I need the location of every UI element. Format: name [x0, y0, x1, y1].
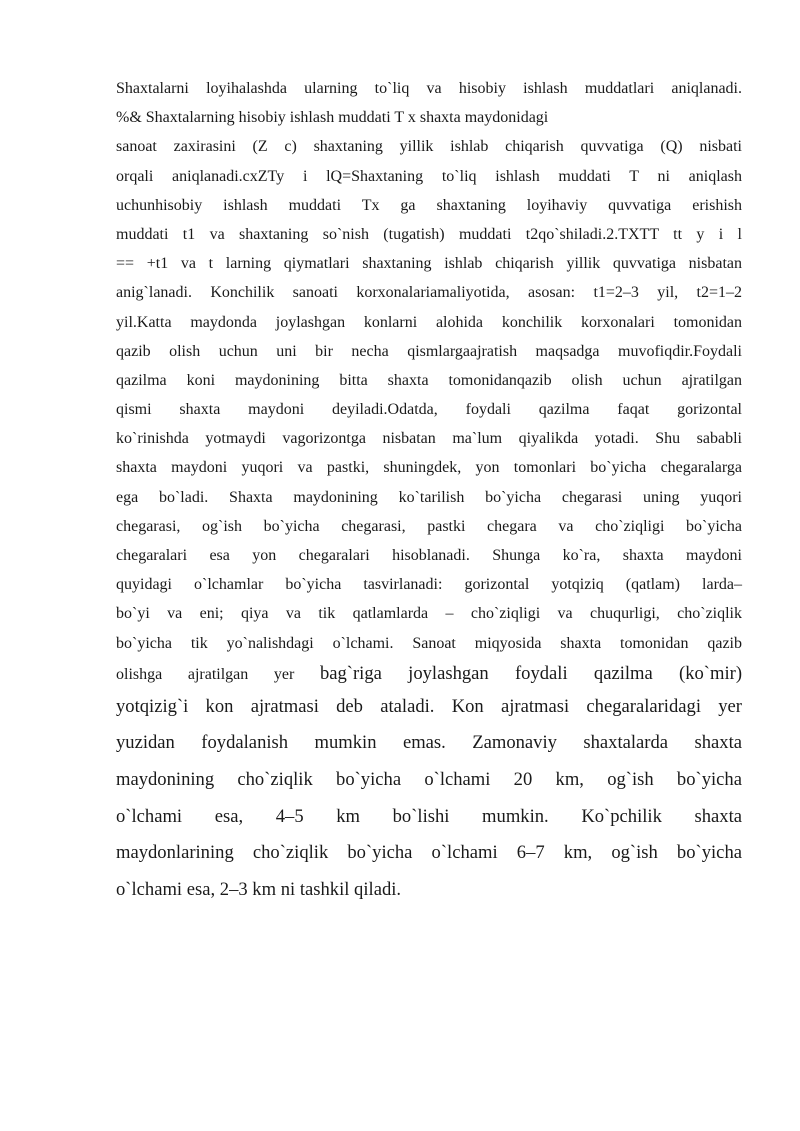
document-page: [116, 74, 742, 908]
text-line-mixed: [116, 658, 742, 689]
text-line: %& Shaxtalarning hisobiy ishlash muddati T x shaxta maydonidagi: [116, 109, 549, 127]
paragraph-large-text: [116, 689, 742, 909]
text-line: shaxta maydoni yuqori va pastki, shuningdek, yon tomonlari bo`yicha chegaralarga: [116, 459, 742, 477]
text-line: Shaxtalarni loyihalashda ularning to`liq va hisobiy ishlash muddatlari aniqlanadi.: [116, 80, 742, 97]
text-line: uchunhisobiy ishlash muddati Tx ga shaxtaning loyihaviy quvvatiga erishish: [116, 196, 742, 214]
text-line: yotqizig`i kon ajratmasi deb ataladi. Kon ajratmasi chegaralaridagi yer: [116, 695, 742, 717]
text-line: chegarasi, og`ish bo`yicha chegarasi, pastki chegara va cho`ziqligi bo`yicha: [116, 517, 742, 535]
text-line: orqali aniqlanadi.cxZTy i lQ=Shaxtaning to`liq ishlash muddati T ni aniqlash: [116, 167, 742, 185]
paragraph-mixed-line: [116, 658, 742, 689]
text-line: sanoat zaxirasini (Z c) shaxtaning yillik ishlab chiqarish quvvatiga (Q) nisbati: [116, 138, 742, 156]
text-line: o`lchami esa, 2–3 km ni tashkil qiladi.: [116, 878, 402, 900]
text-line: chegaralari esa yon chegaralari hisoblanadi. Shunga ko`ra, shaxta maydoni: [116, 547, 742, 564]
text-line: muddati t1 va shaxtaning so`nish (tugatish) muddati t2qo`shiladi.2.TXTT tt y i l: [116, 225, 742, 243]
text-line: qazib olish uchun uni bir necha qismlargaajratish maqsadga muvofiqdir.Foydali: [116, 342, 742, 360]
text-line: yuzidan foydalanish mumkin emas. Zamonaviy shaxtalarda shaxta: [116, 732, 742, 754]
text-line: == +t1 va t larning qiymatlari shaxtaning ishlab chiqarish yillik quvvatiga nisbatan: [116, 255, 742, 273]
paragraph-small-text: [116, 74, 742, 658]
text-line: o`lchami esa, 4–5 km bo`lishi mumkin. Ko`pchilik shaxta: [116, 805, 742, 827]
text-line: bo`yi va eni; qiya va tik qatlamlarda – cho`ziqligi va chuqurligi, cho`ziqlik: [116, 605, 742, 623]
text-line: ega bo`ladi. Shaxta maydonining ko`tarilish bo`yicha chegarasi uning yuqori: [116, 488, 742, 506]
text-line: qazilma koni maydonining bitta shaxta tomonidanqazib olish uchun ajratilgan: [116, 371, 742, 389]
text-line: yil.Katta maydonda joylashgan konlarni alohida konchilik korxonalari tomonidan: [116, 313, 742, 331]
text-line: bo`yicha tik yo`nalishdagi o`lchami. Sanoat miqyosida shaxta tomonidan qazib: [116, 634, 742, 652]
text-line: maydonining cho`ziqlik bo`yicha o`lchami 20 km, og`ish bo`yicha: [116, 768, 742, 790]
text-line: maydonlarining cho`ziqlik bo`yicha o`lchami 6–7 km, og`ish bo`yicha: [116, 842, 742, 864]
text-line: anig`lanadi. Konchilik sanoati korxonalariamaliyotida, asosan: t1=2–3 yil, t2=1–2: [116, 284, 742, 302]
text-run-large: bag`riga joylashgan foydali qazilma (ko`mir): [319, 662, 743, 684]
text-line: qismi shaxta maydoni deyiladi.Odatda, foydali qazilma faqat gorizontal: [116, 401, 742, 419]
text-line: quyidagi o`lchamlar bo`yicha tasvirlanadi: gorizontal yotqiziq (qatlam) larda–: [116, 576, 742, 594]
text-run-small: olishga ajratilgan yer: [116, 665, 295, 683]
text-line: ko`rinishda yotmaydi vagorizontga nisbatan ma`lum qiyalikda yotadi. Shu sababli: [116, 430, 742, 448]
